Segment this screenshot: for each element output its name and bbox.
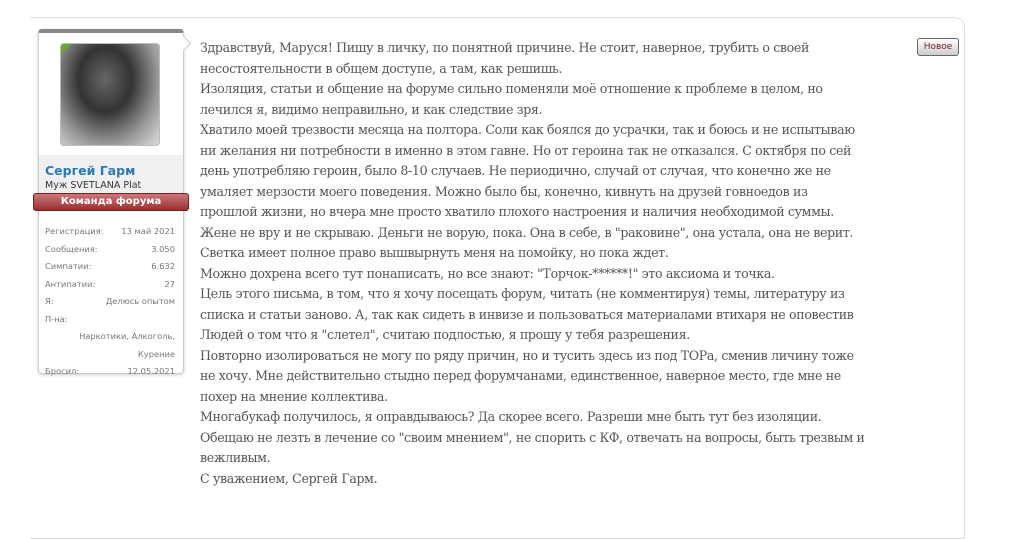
stat-label: Антипатии: bbox=[45, 278, 96, 289]
message-line: похер на мнение коллектива. bbox=[200, 388, 388, 404]
stat-label: П-на: bbox=[45, 313, 68, 324]
stat-label: Я: bbox=[45, 296, 54, 306]
stat-value: 6.632 bbox=[151, 261, 175, 271]
stat-value: 12.05.2021 bbox=[127, 366, 175, 376]
stat-label: Регистрация: bbox=[45, 226, 104, 236]
stat-label: Симпатии: bbox=[45, 261, 92, 271]
message-line: вежливым. bbox=[200, 450, 271, 465]
avatar[interactable] bbox=[60, 43, 160, 146]
message-line: Повторно изолироваться не могу по ряду причин, но и тусить здесь из под ТОРа, сменив личину тоже bbox=[200, 347, 854, 363]
stat-value: Делюсь опытом bbox=[105, 296, 175, 306]
stat-row bbox=[45, 276, 175, 294]
stat-label: Сообщения: bbox=[45, 243, 98, 254]
stat-row bbox=[45, 223, 175, 241]
message-line: Жене не вру и не скрываю. Деньги не ворую, пока. Она в себе, в "раковине", она устала, она не верит. bbox=[200, 224, 854, 240]
stat-row bbox=[45, 258, 175, 276]
stat-row bbox=[45, 241, 175, 259]
stat-label: Бросил: bbox=[45, 366, 80, 376]
user-title: Муж SVETLANA Plat bbox=[45, 180, 142, 191]
message-line: Можно дохрена всего тут понаписать, но все знают: "Торчок-******!" это аксиома и точка. bbox=[200, 265, 775, 281]
message-line: ни желания ни потребности в именно в этом гавне. Но от героина так не отказался. С октября по сей bbox=[200, 142, 852, 158]
message-line: Изоляция, статьи и общение на форуме сильно поменяли моё отношение к проблеме в целом, но bbox=[200, 81, 823, 96]
online-indicator-icon bbox=[60, 43, 72, 55]
message-line: лечился я, видимо неправильно, и как следствие зря. bbox=[200, 101, 543, 117]
message-line: прошлой жизни, но вчера мне просто хватило плохого настроения и наличия необходимой суммы. bbox=[200, 204, 834, 219]
stat-row bbox=[45, 328, 175, 346]
message-line: день употребляю героин, было 8-10 случаев. Не периодично, случай от случая, что конечно же не bbox=[200, 163, 831, 178]
message-line: Многабукаф получилось, я оправдываюсь? Да скорее всего. Разреши мне быть тут без изоляции. bbox=[200, 409, 822, 424]
stat-value: 3.050 bbox=[151, 243, 175, 254]
message-line: не хочу. Мне действительно стыдно перед форумчанами, единственное, наверное место, где мне не bbox=[200, 368, 841, 383]
message-body bbox=[200, 38, 865, 489]
username-link[interactable]: Сергей Гарм bbox=[45, 163, 136, 178]
message-line: списка и статьи заново. А, так как сидеть в инвизе и пользоваться материалами втихаря не оповестив bbox=[200, 306, 854, 322]
message-line: Хватило моей трезвости месяца на полтора. Соли как боялся до усрачки, так и боюсь и не испытываю bbox=[200, 122, 855, 137]
stat-value: Курение bbox=[137, 348, 175, 359]
user-stats bbox=[45, 223, 175, 381]
user-info-panel bbox=[38, 29, 184, 374]
message-line: Людей о том что я "слетел", считаю подлостью, я прошу у тебя разрешения. bbox=[200, 327, 690, 342]
stat-value: 27 bbox=[164, 278, 175, 289]
stat-value: Наркотики, Алкоголь, bbox=[79, 331, 175, 341]
message-line: Цель этого письма, в том, что я хочу посещать форум, читать (не комментируя) темы, литературу из bbox=[200, 286, 845, 301]
stat-row bbox=[45, 293, 175, 311]
new-badge: Новое bbox=[917, 38, 959, 56]
stat-value: 13 май 2021 bbox=[121, 226, 175, 236]
message-line: Обещаю не лезть в лечение со "своим мнением", не спорить с КФ, отвечать на вопросы, быть трезвым и bbox=[200, 429, 865, 445]
message-line: С уважением, Сергей Гарм. bbox=[200, 470, 378, 486]
message-line: Светка имеет полное право вышвырнуть меня на помойку, но пока ждет. bbox=[200, 245, 669, 260]
stat-row bbox=[45, 346, 175, 364]
message-line: несостоятельности в общем доступе, а там, как решишь. bbox=[200, 60, 563, 76]
stat-row bbox=[45, 311, 175, 329]
user-banner: Команда форума bbox=[33, 193, 189, 211]
stat-row bbox=[45, 363, 175, 381]
message-line: Здравствуй, Маруся! Пишу в личку, по понятной причине. Не стоит, наверное, трубить о своей bbox=[200, 40, 810, 55]
message-line: умаляет мерзости моего поведения. Можно было бы, конечно, кивнуть на друзей говноедов из bbox=[200, 183, 808, 199]
